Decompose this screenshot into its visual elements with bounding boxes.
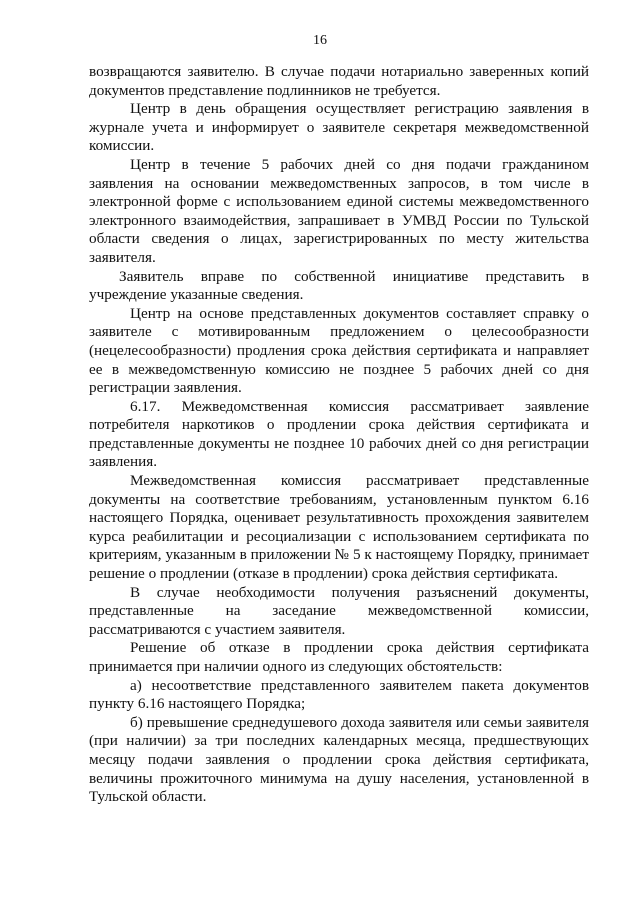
paragraph-applicant-initiative: Заявитель вправе по собственной инициативе представить в учреждение указанные сведения. xyxy=(89,267,589,304)
paragraph-documents-returned: возвращаются заявителю. В случае подачи нотариально заверенных копий документов представление подлинников не требуется. xyxy=(89,63,589,99)
page-number: 16 xyxy=(313,33,327,48)
paragraph-refusal-grounds: Решение об отказе в продлении срока действия сертификата принимается при наличии одного из следующих обстоятельств: xyxy=(89,639,589,675)
document-body xyxy=(89,63,589,807)
paragraph-commission-review: Межведомственная комиссия рассматривает представленные документы на соответствие требованиям, установленным пунктом 6.16 настоящего Порядка, оценивает результативность прохождения заявителем курса реабилитации и ресоциализации с использованием сертификата по критериям, указанным в приложении № 5 к настоящему Порядку, принимает решение о продлении (отказе в продлении) срока действия сертификата. xyxy=(89,472,589,583)
paragraph-clarifications: В случае необходимости получения разъяснений документы, представленные на заседание межведомственной комиссии, рассматриваются с участием заявителя. xyxy=(89,583,589,638)
paragraph-6-17: 6.17. Межведомственная комиссия рассматривает заявление потребителя наркотиков о продлении срока действия сертификата и представленные документы не позднее 10 рабочих дней со дня регистрации заявления. xyxy=(89,397,589,471)
paragraph-center-certificate-note: Центр на основе представленных документов составляет справку о заявителе с мотивированным предложением о целесообразности (нецелесообразности) продления срока действия сертификата и направляет ее в межведомственную комиссию не позднее 5 рабочих дней со дня регистрации заявления. xyxy=(89,304,589,397)
paragraph-center-request: Центр в течение 5 рабочих дней со дня подачи гражданином заявления на основании межведомственных запросов, в том числе в электронной форме с использованием единой системы межведомственного электронного взаимодействия, запрашивает в УМВД России по Тульской области сведения о лицах, зарегистрированных по месту жительства заявителя. xyxy=(89,155,589,266)
list-item-a: а) несоответствие представленного заявителем пакета документов пункту 6.16 настоящего Порядка; xyxy=(89,676,589,713)
list-item-b: б) превышение среднедушевого дохода заявителя или семьи заявителя (при наличии) за три последних календарных месяца, предшествующих месяцу подачи заявления о продлении срока действия сертификата, величины прожиточного минимума на душу населения, установленной в Тульской области. xyxy=(89,713,589,806)
paragraph-center-registration: Центр в день обращения осуществляет регистрацию заявления в журнале учета и информирует о заявителе секретаря межведомственной комиссии. xyxy=(89,100,589,155)
